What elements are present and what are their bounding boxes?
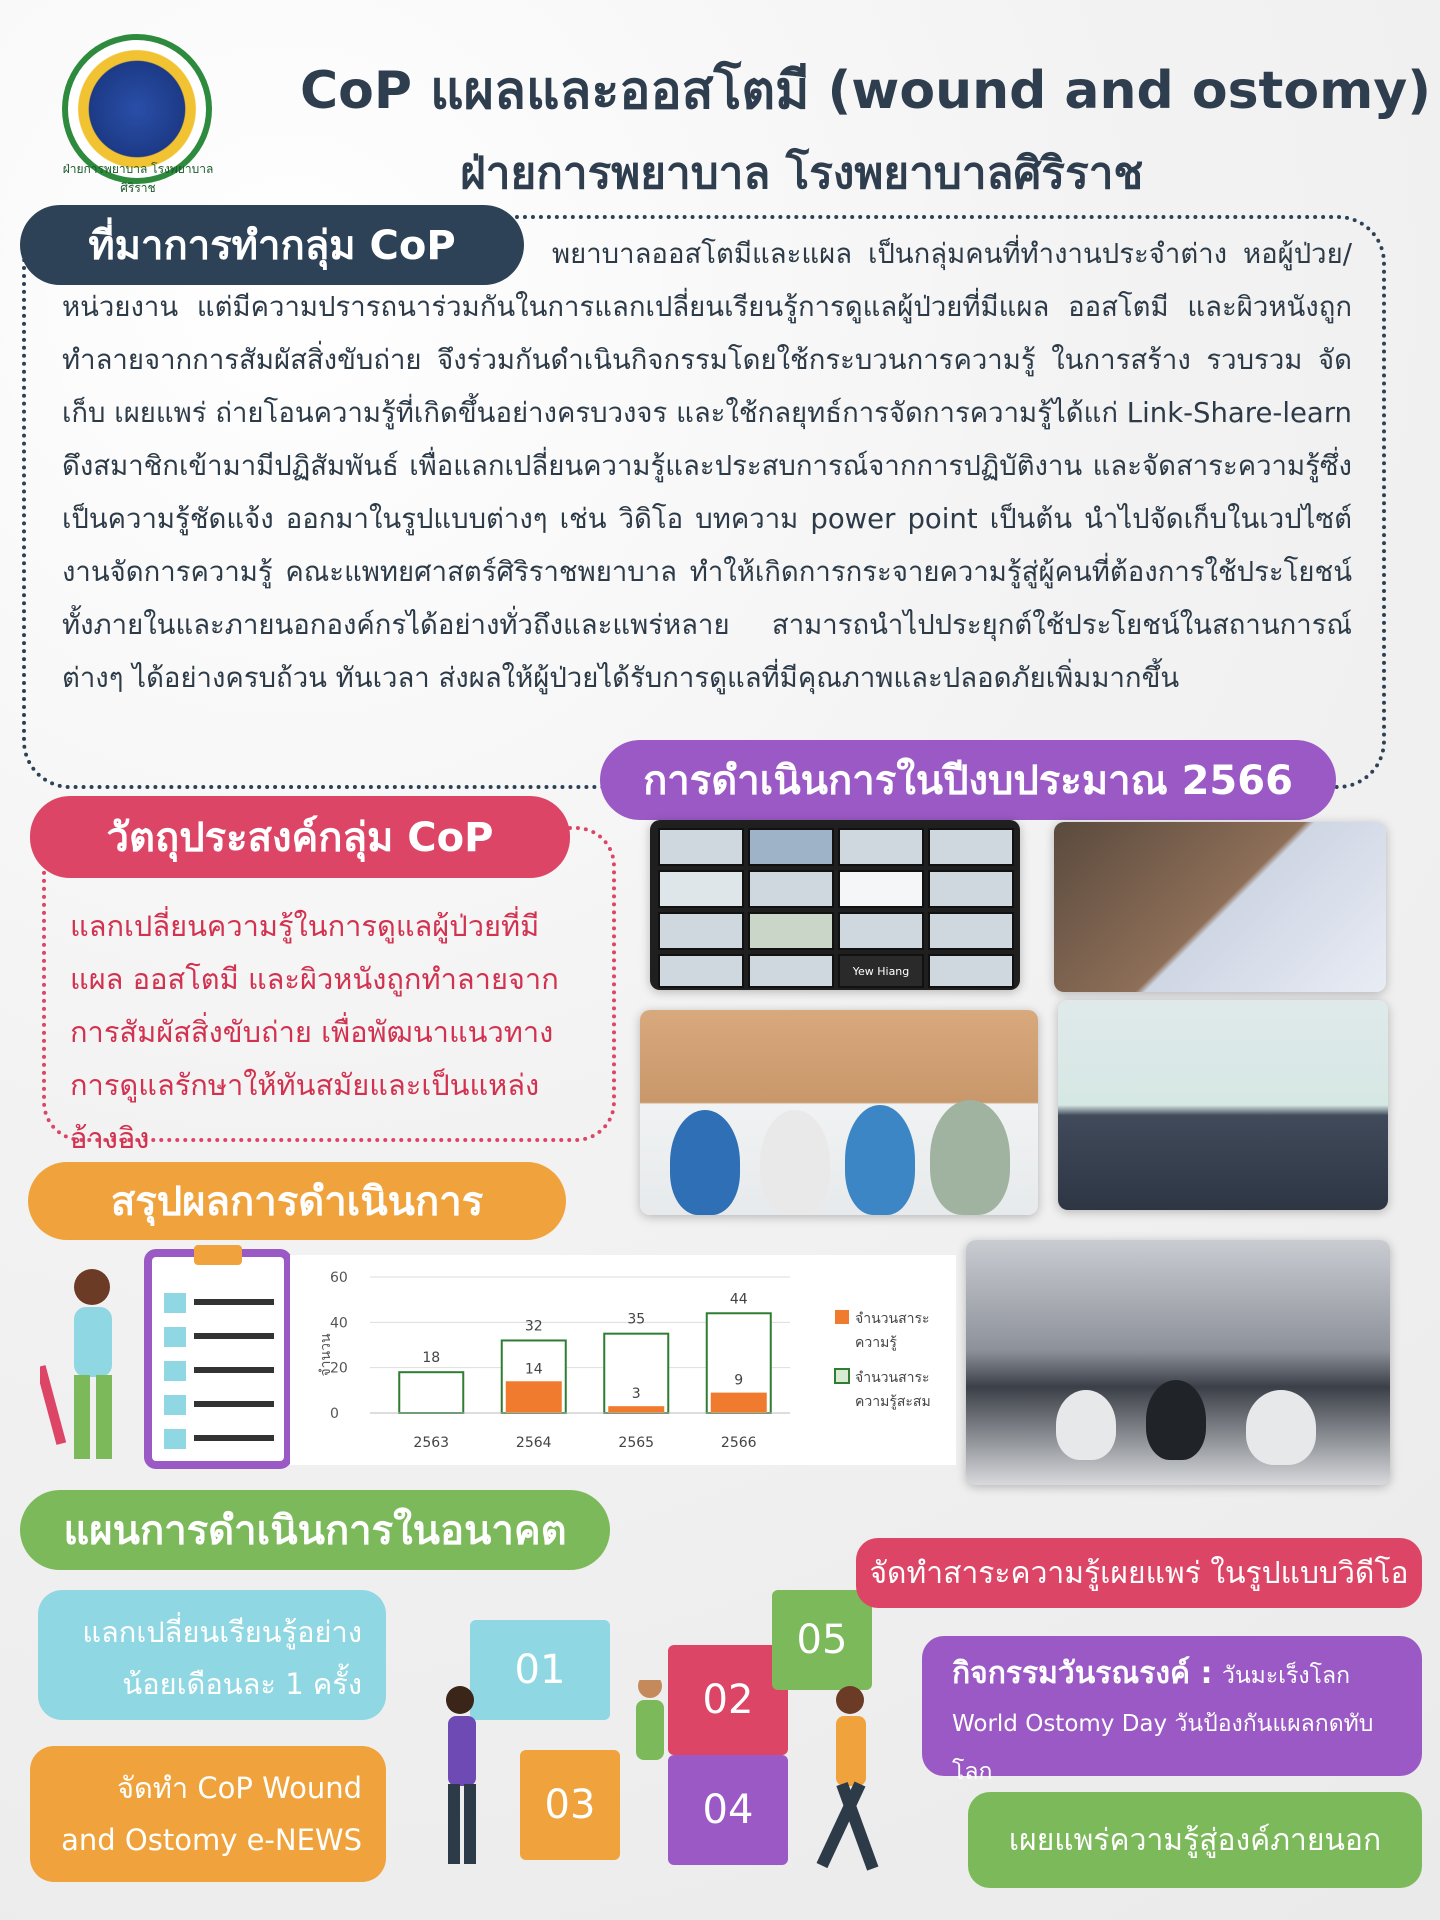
puzzle-piece-01: 01	[470, 1620, 610, 1720]
puzzle-piece-04: 04	[668, 1755, 788, 1865]
lecture-room-photo	[1058, 1000, 1388, 1210]
y-tick-label: 60	[330, 1270, 348, 1286]
data-label-current: 3	[631, 1386, 641, 1403]
data-label-cumulative: 18	[422, 1350, 441, 1367]
legend-swatch-current	[835, 1310, 849, 1324]
puzzle-piece-05: 05	[772, 1590, 872, 1690]
objective-heading: วัตถุประสงค์กลุ่ม CoP	[30, 796, 570, 878]
plan-outreach: เผยแพร่ความรู้สู่องค์ภายนอก	[968, 1792, 1422, 1888]
plan-tile-enews: จัดทำ CoP Wound and Ostomy e-NEWS	[30, 1746, 386, 1882]
campaign-title: กิจกรรมวันรณรงค์ :	[952, 1656, 1213, 1691]
participant-caption: Yew Hiang	[838, 954, 924, 988]
background-heading: ที่มาการทำกลุ่ม CoP	[20, 205, 524, 285]
legend-label-cumulative: จำนวนสาระ	[855, 1370, 930, 1386]
x-tick-label: 2563	[413, 1435, 450, 1451]
data-label-cumulative: 32	[524, 1318, 543, 1335]
data-label-current: 9	[734, 1372, 744, 1389]
people-illustration	[430, 1680, 970, 1900]
bar-current	[608, 1406, 664, 1413]
legend-label-current: จำนวนสาระ	[855, 1311, 930, 1327]
logo-caption: ฝ่ายการพยาบาล โรงพยาบาลศิริราช	[62, 162, 214, 195]
plan-video: จัดทำสาระความรู้เผยแพร่ ในรูปแบบวิดีโอ	[856, 1538, 1422, 1608]
presentation-photo	[1054, 822, 1386, 992]
summary-chart	[290, 1255, 956, 1465]
legend-label-cumulative-cont: ความรู้สะสม	[855, 1394, 931, 1410]
objective-text: แลกเปลี่ยนความรู้ในการดูแลผู้ป่วยที่มีแผล ออสโตมี และผิวหนังถูกทำลายจากการสัมผัสสิ่งขับถ่าย เพื่อพัฒนาแนวทางการดูแลรักษาให้ทันสมัยและเป็นแหล่งอ้างอิง	[70, 909, 559, 1155]
operations-heading: การดำเนินการในปีงบประมาณ 2566	[600, 740, 1336, 820]
data-label-current: 14	[524, 1361, 543, 1378]
plan-heading: แผนการดำเนินการในอนาคต	[20, 1490, 610, 1570]
online-meeting-photo	[650, 820, 1020, 990]
legend-label-current-cont: ความรู้	[855, 1335, 897, 1351]
meeting-table-photo	[640, 1010, 1038, 1215]
background-text	[62, 228, 1352, 705]
puzzle-piece-02: 02	[668, 1645, 788, 1755]
y-tick-label: 20	[330, 1360, 348, 1377]
x-tick-label: 2564	[515, 1435, 552, 1451]
x-tick-label: 2566	[720, 1435, 757, 1451]
checklist-illustration	[40, 1245, 300, 1475]
summary-heading: สรุปผลการดำเนินการ	[28, 1162, 566, 1240]
data-label-cumulative: 35	[627, 1311, 646, 1328]
bar-chart	[290, 1255, 956, 1465]
y-tick-label: 0	[330, 1406, 339, 1422]
campaign-line2: World Ostomy Day วันป้องกันแผลกดทับโลก	[952, 1711, 1374, 1785]
plan-tile-monthly: แลกเปลี่ยนเรียนรู้อย่างน้อยเดือนละ 1 ครั้ง	[38, 1590, 386, 1720]
y-axis-label: จำนวน	[318, 1333, 334, 1377]
y-tick-label: 40	[330, 1315, 348, 1332]
plan-campaign	[922, 1636, 1422, 1785]
background-paragraph: พยาบาลออสโตมีและแผล เป็นกลุ่มคนที่ทำงานประจำต่าง หอผู้ป่วย/หน่วยงาน แต่มีความปรารถนาร่วมกันในการแลกเปลี่ยนเรียนรู้การดูแลผู้ป่วยที่มีแผล ออสโตมี และผิวหนังถูกทำลายจากการสัมผัสสิ่งขับถ่าย จึงร่วมกันดำเนินกิจกรรมโดยใช้กระบวนการความรู้ ในการสร้าง รวบรวม จัดเก็บ เผยแพร่ ถ่ายโอนความรู้ที่เกิดขึ้นอย่างครบวงจร และใช้กลยุทธ์การจัดการความรู้ได้แก่ Link-Share-learn ดึงสมาชิกเข้ามามีปฏิสัมพันธ์ เพื่อแลกเปลี่ยนความรู้และประสบการณ์จากการปฏิบัติงาน และจัดสาระความรู้ซึ่งเป็นความรู้ชัดแจ้ง ออกมาในรูปแบบต่างๆ เช่น วิดิโอ บทความ power point เป็นต้น นำไปจัดเก็บในเวปไซต์ งานจัดการความรู้ คณะแพทยศาสตร์ศิริราชพยาบาล ทำให้เกิดการกระจายความรู้สู่ผู้คนที่ต้องการใช้ประโยชน์ทั้งภายในและภายนอกองค์กรได้อย่างทั่วถึงและแพร่หลาย สามารถนำไปประยุกต์ใช้ประโยชน์ในสถานการณ์ต่างๆ ได้อย่างครบถ้วน ทันเวลา ส่งผลให้ผู้ป่วยได้รับการดูแลที่มีคุณภาพและปลอดภัยเพิ่มมากขึ้น	[62, 238, 1352, 694]
legend-swatch-cumulative	[835, 1369, 849, 1383]
page-title: CoP แผลและออสโตมี (wound and ostomy)	[300, 61, 1431, 121]
bar-current	[711, 1393, 767, 1413]
group-discussion-photo	[966, 1240, 1390, 1485]
bar-cumulative	[399, 1372, 463, 1413]
campaign-line1: วันมะเร็งโลก	[1222, 1663, 1351, 1689]
x-tick-label: 2565	[618, 1435, 655, 1451]
page-subtitle: ฝ่ายการพยาบาล โรงพยาบาลศิริราช	[460, 148, 1144, 199]
bar-current	[506, 1381, 562, 1413]
data-label-cumulative: 44	[729, 1291, 748, 1308]
puzzle-piece-03: 03	[520, 1750, 620, 1860]
